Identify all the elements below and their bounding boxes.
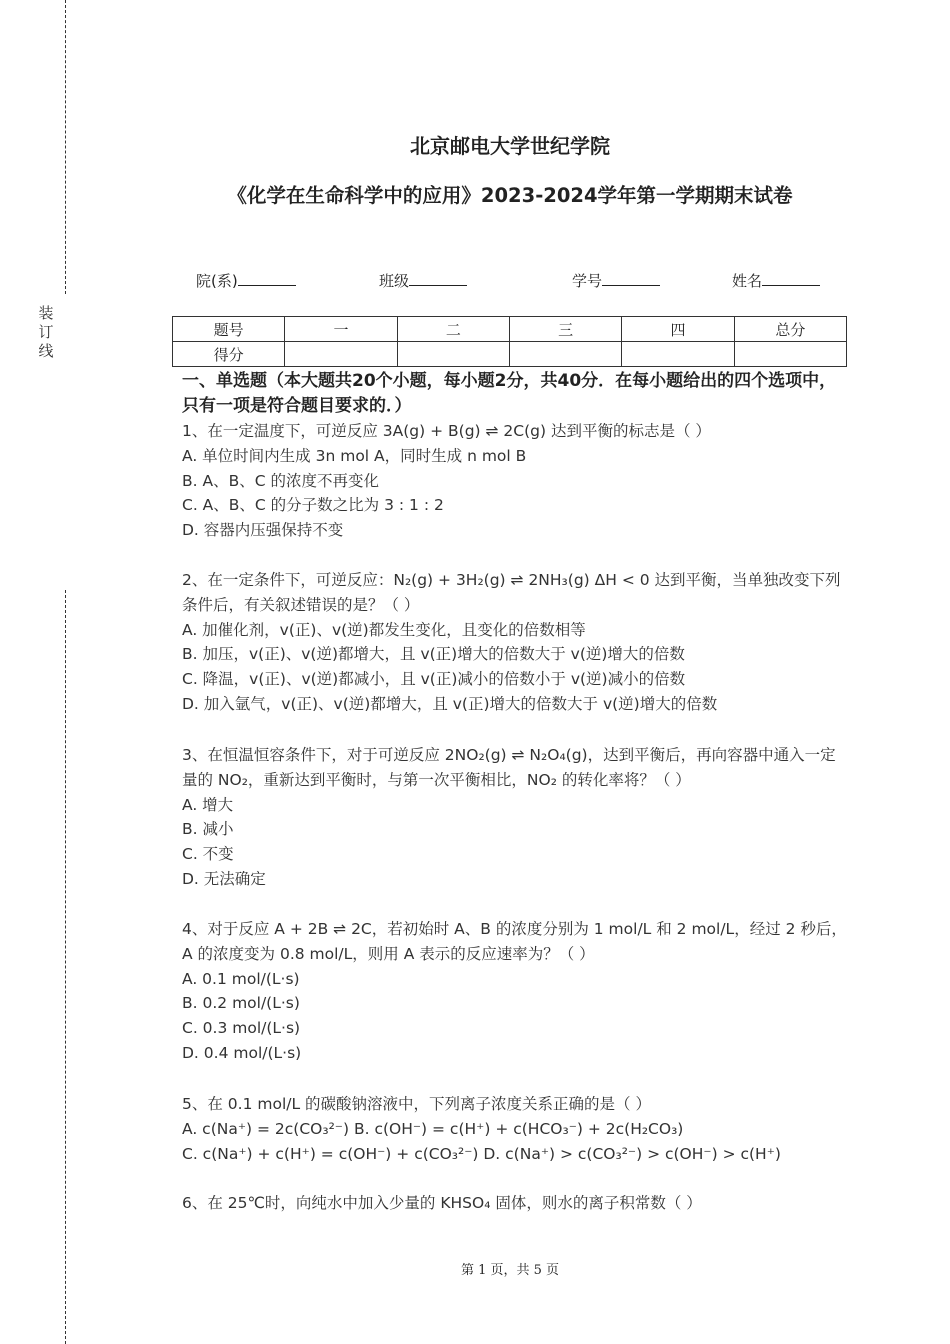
score-table-cell: 二	[397, 317, 509, 342]
score-table-cell: 总分	[734, 317, 846, 342]
question-option: A. 单位时间内生成 3n mol A，同时生成 n mol B	[182, 446, 527, 465]
question-option: A. c(Na⁺) = 2c(CO₃²⁻) B. c(OH⁻) = c(H⁺) + c(HCO₃⁻) + 2c(H₂CO₃)	[182, 1119, 684, 1138]
score-entry-cell[interactable]	[509, 342, 621, 367]
school-name: 北京邮电大学世纪学院	[410, 134, 610, 158]
department-blank[interactable]	[238, 271, 296, 286]
question-4	[182, 917, 850, 1066]
binding-label	[37, 304, 55, 361]
score-table-cell: 题号	[173, 317, 285, 342]
score-table-cell: 三	[509, 317, 621, 342]
binding-char: 装	[38, 304, 54, 322]
exam-title: 《化学在生命科学中的应用》2023-2024学年第一学期期末试卷	[227, 184, 793, 207]
question-option: A. 增大	[182, 795, 234, 814]
question-2	[182, 568, 850, 717]
question-1	[182, 419, 850, 543]
score-table-cell: 一	[285, 317, 397, 342]
score-table-score-row	[173, 342, 847, 367]
question-option: B. 0.2 mol/(L·s)	[182, 994, 300, 1013]
class-label: 班级	[379, 272, 410, 290]
question-stem: 4、对于反应 A + 2B ⇌ 2C，若初始时 A、B 的浓度分别为 1 mol/L 和 2 mol/L，经过 2 秒后，A 的浓度变为 0.8 mol/L，则用 A 表示的反应速率为？（ ）	[182, 920, 847, 963]
question-option: C. 不变	[182, 845, 234, 864]
question-option: D. 0.4 mol/(L·s)	[182, 1043, 302, 1062]
question-option: A. 加催化剂，v(正)、v(逆)都发生变化，且变化的倍数相等	[182, 620, 586, 639]
section-heading: 一、单选题（本大题共20个小题，每小题2分，共40分．在每小题给出的四个选项中，只有一项是符合题目要求的．）	[182, 371, 837, 416]
question-option: C. A、B、C 的分子数之比为 3 : 1 : 2	[182, 496, 444, 515]
name-blank[interactable]	[762, 271, 820, 286]
question-option: B. A、B、C 的浓度不再变化	[182, 471, 379, 490]
score-entry-cell[interactable]	[285, 342, 397, 367]
question-option: C. c(Na⁺) + c(H⁺) = c(OH⁻) + c(CO₃²⁻) D. c(Na⁺) > c(CO₃²⁻) > c(OH⁻) > c(H⁺)	[182, 1144, 781, 1163]
question-stem: 5、在 0.1 mol/L 的碳酸钠溶液中，下列离子浓度关系正确的是（ ）	[182, 1095, 651, 1113]
student-id-blank[interactable]	[602, 271, 660, 286]
binding-char: 订	[38, 323, 54, 341]
score-table	[172, 316, 847, 367]
name-field[interactable]	[732, 270, 820, 291]
score-table-header-row	[173, 317, 847, 342]
question-option: D. 加入氩气，v(正)、v(逆)都增大，且 v(正)增大的倍数大于 v(逆)增大的倍数	[182, 694, 718, 713]
score-entry-cell[interactable]	[622, 342, 734, 367]
question-stem: 6、在 25℃时，向纯水中加入少量的 KHSO₄ 固体，则水的离子积常数（ ）	[182, 1194, 702, 1212]
class-field[interactable]	[379, 270, 467, 291]
question-option: D. 容器内压强保持不变	[182, 521, 344, 540]
class-blank[interactable]	[409, 271, 467, 286]
question-option: C. 降温，v(正)、v(逆)都减小，且 v(正)减小的倍数小于 v(逆)减小的倍数	[182, 670, 686, 689]
question-5	[182, 1092, 850, 1166]
question-option: B. 减小	[182, 820, 234, 839]
student-id-field[interactable]	[572, 270, 660, 291]
score-table-cell: 得分	[173, 342, 285, 367]
binding-line-bottom	[65, 590, 66, 1344]
question-option: B. 加压，v(正)、v(逆)都增大，且 v(正)增大的倍数大于 v(逆)增大的倍数	[182, 645, 685, 664]
score-entry-cell[interactable]	[734, 342, 846, 367]
question-option: D. 无法确定	[182, 869, 266, 888]
question-3	[182, 743, 850, 892]
page-footer: 第 1 页，共 5 页	[460, 1263, 560, 1278]
score-entry-cell[interactable]	[397, 342, 509, 367]
department-label: 院(系)	[196, 272, 238, 290]
question-option: C. 0.3 mol/(L·s)	[182, 1019, 301, 1038]
department-field[interactable]	[196, 270, 296, 291]
question-6	[182, 1191, 850, 1216]
question-stem: 1、在一定温度下，可逆反应 3A(g) + B(g) ⇌ 2C(g) 达到平衡的标志是（ ）	[182, 422, 711, 440]
question-stem: 3、在恒温恒容条件下，对于可逆反应 2NO₂(g) ⇌ N₂O₄(g)，达到平衡后，再向容器中通入一定量的 NO₂，重新达到平衡时，与第一次平衡相比，NO₂ 的转化率将？（ ）	[182, 746, 836, 789]
name-label: 姓名	[732, 272, 763, 290]
score-table-cell: 四	[622, 317, 734, 342]
binding-char: 线	[38, 342, 54, 360]
question-option: A. 0.1 mol/(L·s)	[182, 969, 300, 988]
student-id-label: 学号	[572, 272, 603, 290]
question-stem: 2、在一定条件下，可逆反应：N₂(g) + 3H₂(g) ⇌ 2NH₃(g) ΔH < 0 达到平衡，当单独改变下列条件后，有关叙述错误的是？（ ）	[182, 571, 841, 614]
